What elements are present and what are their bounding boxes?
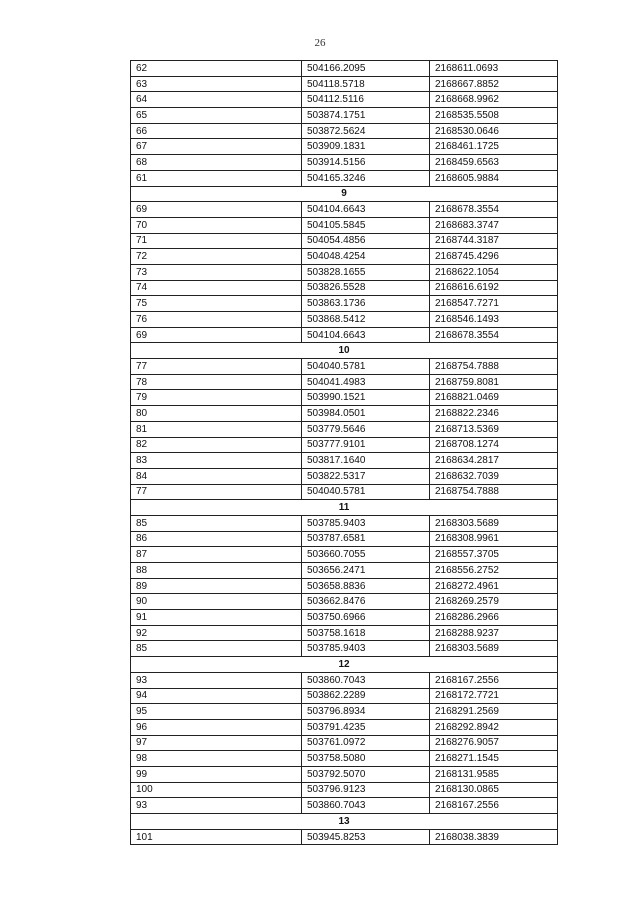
x-coordinate-cell: 503787.6581 xyxy=(302,531,430,547)
point-id-cell: 80 xyxy=(131,406,302,422)
y-coordinate-cell: 2168276.9057 xyxy=(430,735,558,751)
table-row xyxy=(131,312,558,328)
x-coordinate-cell: 504054.4856 xyxy=(302,233,430,249)
x-coordinate-cell: 503872.5624 xyxy=(302,123,430,139)
y-coordinate-cell: 2168822.2346 xyxy=(430,406,558,422)
point-id-cell: 69 xyxy=(131,202,302,218)
x-coordinate-cell: 504112.5116 xyxy=(302,92,430,108)
table-row xyxy=(131,578,558,594)
x-coordinate-cell: 504105.5845 xyxy=(302,217,430,233)
y-coordinate-cell: 2168754.7888 xyxy=(430,484,558,500)
y-coordinate-cell: 2168038.3839 xyxy=(430,829,558,845)
group-label: 10 xyxy=(131,343,558,359)
y-coordinate-cell: 2168821.0469 xyxy=(430,390,558,406)
table-row xyxy=(131,688,558,704)
table-row xyxy=(131,108,558,124)
x-coordinate-cell: 503792.5070 xyxy=(302,766,430,782)
x-coordinate-cell: 503945.8253 xyxy=(302,829,430,845)
group-label: 9 xyxy=(131,186,558,202)
table-row xyxy=(131,468,558,484)
point-id-cell: 81 xyxy=(131,421,302,437)
y-coordinate-cell: 2168683.3747 xyxy=(430,217,558,233)
point-id-cell: 85 xyxy=(131,641,302,657)
table-row xyxy=(131,829,558,845)
y-coordinate-cell: 2168172.7721 xyxy=(430,688,558,704)
y-coordinate-cell: 2168303.5689 xyxy=(430,515,558,531)
y-coordinate-cell: 2168556.2752 xyxy=(430,563,558,579)
y-coordinate-cell: 2168754.7888 xyxy=(430,359,558,375)
y-coordinate-cell: 2168272.4961 xyxy=(430,578,558,594)
x-coordinate-cell: 503785.9403 xyxy=(302,515,430,531)
y-coordinate-cell: 2168131.9585 xyxy=(430,766,558,782)
point-id-cell: 85 xyxy=(131,515,302,531)
point-id-cell: 82 xyxy=(131,437,302,453)
x-coordinate-cell: 503658.8836 xyxy=(302,578,430,594)
y-coordinate-cell: 2168271.1545 xyxy=(430,751,558,767)
table-row xyxy=(131,61,558,77)
x-coordinate-cell: 503863.1736 xyxy=(302,296,430,312)
y-coordinate-cell: 2168459.6563 xyxy=(430,155,558,171)
group-header-row xyxy=(131,186,558,202)
y-coordinate-cell: 2168286.2966 xyxy=(430,610,558,626)
point-id-cell: 64 xyxy=(131,92,302,108)
x-coordinate-cell: 503779.5646 xyxy=(302,421,430,437)
table-row xyxy=(131,327,558,343)
table-row xyxy=(131,155,558,171)
point-id-cell: 93 xyxy=(131,672,302,688)
x-coordinate-cell: 503828.1655 xyxy=(302,264,430,280)
point-id-cell: 74 xyxy=(131,280,302,296)
table-row xyxy=(131,217,558,233)
point-id-cell: 97 xyxy=(131,735,302,751)
x-coordinate-cell: 504104.6643 xyxy=(302,327,430,343)
point-id-cell: 92 xyxy=(131,625,302,641)
point-id-cell: 61 xyxy=(131,170,302,186)
point-id-cell: 73 xyxy=(131,264,302,280)
y-coordinate-cell: 2168303.5689 xyxy=(430,641,558,657)
point-id-cell: 93 xyxy=(131,798,302,814)
point-id-cell: 72 xyxy=(131,249,302,265)
group-label: 13 xyxy=(131,814,558,830)
x-coordinate-cell: 503656.2471 xyxy=(302,563,430,579)
point-id-cell: 77 xyxy=(131,359,302,375)
point-id-cell: 63 xyxy=(131,76,302,92)
point-id-cell: 78 xyxy=(131,374,302,390)
table-row xyxy=(131,437,558,453)
table-row xyxy=(131,92,558,108)
x-coordinate-cell: 503758.1618 xyxy=(302,625,430,641)
table-row xyxy=(131,751,558,767)
table-row xyxy=(131,76,558,92)
point-id-cell: 65 xyxy=(131,108,302,124)
point-id-cell: 75 xyxy=(131,296,302,312)
y-coordinate-cell: 2168632.7039 xyxy=(430,468,558,484)
table-row xyxy=(131,563,558,579)
point-id-cell: 95 xyxy=(131,704,302,720)
table-row xyxy=(131,202,558,218)
x-coordinate-cell: 503826.5528 xyxy=(302,280,430,296)
page-number: 26 xyxy=(314,37,326,49)
coordinates-table xyxy=(130,60,558,845)
x-coordinate-cell: 503796.8934 xyxy=(302,704,430,720)
y-coordinate-cell: 2168546.1493 xyxy=(430,312,558,328)
y-coordinate-cell: 2168308.9961 xyxy=(430,531,558,547)
y-coordinate-cell: 2168678.3554 xyxy=(430,202,558,218)
x-coordinate-cell: 504166.2095 xyxy=(302,61,430,77)
x-coordinate-cell: 504040.5781 xyxy=(302,484,430,500)
point-id-cell: 88 xyxy=(131,563,302,579)
table-row xyxy=(131,390,558,406)
y-coordinate-cell: 2168292.8942 xyxy=(430,719,558,735)
group-label: 11 xyxy=(131,500,558,516)
table-row xyxy=(131,766,558,782)
x-coordinate-cell: 503758.5080 xyxy=(302,751,430,767)
x-coordinate-cell: 504048.4254 xyxy=(302,249,430,265)
x-coordinate-cell: 504104.6643 xyxy=(302,202,430,218)
group-label: 12 xyxy=(131,657,558,673)
table-row xyxy=(131,672,558,688)
table-row xyxy=(131,641,558,657)
point-id-cell: 99 xyxy=(131,766,302,782)
table-row xyxy=(131,170,558,186)
point-id-cell: 98 xyxy=(131,751,302,767)
x-coordinate-cell: 504165.3246 xyxy=(302,170,430,186)
x-coordinate-cell: 503914.5156 xyxy=(302,155,430,171)
x-coordinate-cell: 504041.4983 xyxy=(302,374,430,390)
table-row xyxy=(131,531,558,547)
y-coordinate-cell: 2168616.6192 xyxy=(430,280,558,296)
x-coordinate-cell: 503860.7043 xyxy=(302,672,430,688)
y-coordinate-cell: 2168667.8852 xyxy=(430,76,558,92)
table-row xyxy=(131,594,558,610)
point-id-cell: 76 xyxy=(131,312,302,328)
x-coordinate-cell: 503860.7043 xyxy=(302,798,430,814)
y-coordinate-cell: 2168269.2579 xyxy=(430,594,558,610)
point-id-cell: 86 xyxy=(131,531,302,547)
table-row xyxy=(131,735,558,751)
group-header-row xyxy=(131,343,558,359)
y-coordinate-cell: 2168745.4296 xyxy=(430,249,558,265)
y-coordinate-cell: 2168605.9884 xyxy=(430,170,558,186)
x-coordinate-cell: 503761.0972 xyxy=(302,735,430,751)
table-row xyxy=(131,421,558,437)
y-coordinate-cell: 2168130.0865 xyxy=(430,782,558,798)
y-coordinate-cell: 2168557.3705 xyxy=(430,547,558,563)
x-coordinate-cell: 503874.1751 xyxy=(302,108,430,124)
point-id-cell: 89 xyxy=(131,578,302,594)
table-row xyxy=(131,139,558,155)
x-coordinate-cell: 503750.6966 xyxy=(302,610,430,626)
point-id-cell: 79 xyxy=(131,390,302,406)
table-row xyxy=(131,719,558,735)
y-coordinate-cell: 2168167.2556 xyxy=(430,798,558,814)
y-coordinate-cell: 2168611.0693 xyxy=(430,61,558,77)
table-row xyxy=(131,233,558,249)
y-coordinate-cell: 2168668.9962 xyxy=(430,92,558,108)
y-coordinate-cell: 2168530.0646 xyxy=(430,123,558,139)
point-id-cell: 84 xyxy=(131,468,302,484)
y-coordinate-cell: 2168622.1054 xyxy=(430,264,558,280)
y-coordinate-cell: 2168744.3187 xyxy=(430,233,558,249)
x-coordinate-cell: 503990.1521 xyxy=(302,390,430,406)
point-id-cell: 83 xyxy=(131,453,302,469)
x-coordinate-cell: 503785.9403 xyxy=(302,641,430,657)
x-coordinate-cell: 503984.0501 xyxy=(302,406,430,422)
point-id-cell: 96 xyxy=(131,719,302,735)
point-id-cell: 68 xyxy=(131,155,302,171)
y-coordinate-cell: 2168288.9237 xyxy=(430,625,558,641)
table-row xyxy=(131,406,558,422)
table-row xyxy=(131,484,558,500)
group-header-row xyxy=(131,500,558,516)
table-row xyxy=(131,296,558,312)
x-coordinate-cell: 503796.9123 xyxy=(302,782,430,798)
x-coordinate-cell: 503822.5317 xyxy=(302,468,430,484)
table-row xyxy=(131,625,558,641)
table-row xyxy=(131,249,558,265)
x-coordinate-cell: 503662.8476 xyxy=(302,594,430,610)
table-row xyxy=(131,264,558,280)
table-row xyxy=(131,782,558,798)
group-header-row xyxy=(131,657,558,673)
coordinates-table-body xyxy=(131,61,558,845)
x-coordinate-cell: 503868.5412 xyxy=(302,312,430,328)
point-id-cell: 71 xyxy=(131,233,302,249)
y-coordinate-cell: 2168547.7271 xyxy=(430,296,558,312)
point-id-cell: 100 xyxy=(131,782,302,798)
y-coordinate-cell: 2168713.5369 xyxy=(430,421,558,437)
table-row xyxy=(131,453,558,469)
table-row xyxy=(131,280,558,296)
x-coordinate-cell: 503862.2289 xyxy=(302,688,430,704)
table-row xyxy=(131,374,558,390)
group-header-row xyxy=(131,814,558,830)
table-row xyxy=(131,610,558,626)
point-id-cell: 90 xyxy=(131,594,302,610)
y-coordinate-cell: 2168678.3554 xyxy=(430,327,558,343)
table-row xyxy=(131,798,558,814)
point-id-cell: 70 xyxy=(131,217,302,233)
point-id-cell: 77 xyxy=(131,484,302,500)
x-coordinate-cell: 503777.9101 xyxy=(302,437,430,453)
point-id-cell: 69 xyxy=(131,327,302,343)
y-coordinate-cell: 2168759.8081 xyxy=(430,374,558,390)
x-coordinate-cell: 503817.1640 xyxy=(302,453,430,469)
y-coordinate-cell: 2168167.2556 xyxy=(430,672,558,688)
table-row xyxy=(131,123,558,139)
table-row xyxy=(131,515,558,531)
x-coordinate-cell: 503660.7055 xyxy=(302,547,430,563)
table-row xyxy=(131,359,558,375)
x-coordinate-cell: 503909.1831 xyxy=(302,139,430,155)
table-row xyxy=(131,547,558,563)
point-id-cell: 62 xyxy=(131,61,302,77)
point-id-cell: 91 xyxy=(131,610,302,626)
y-coordinate-cell: 2168708.1274 xyxy=(430,437,558,453)
x-coordinate-cell: 503791.4235 xyxy=(302,719,430,735)
x-coordinate-cell: 504040.5781 xyxy=(302,359,430,375)
y-coordinate-cell: 2168535.5508 xyxy=(430,108,558,124)
y-coordinate-cell: 2168291.2569 xyxy=(430,704,558,720)
point-id-cell: 66 xyxy=(131,123,302,139)
point-id-cell: 94 xyxy=(131,688,302,704)
point-id-cell: 67 xyxy=(131,139,302,155)
point-id-cell: 87 xyxy=(131,547,302,563)
y-coordinate-cell: 2168461.1725 xyxy=(430,139,558,155)
x-coordinate-cell: 504118.5718 xyxy=(302,76,430,92)
table-row xyxy=(131,704,558,720)
point-id-cell: 101 xyxy=(131,829,302,845)
y-coordinate-cell: 2168634.2817 xyxy=(430,453,558,469)
